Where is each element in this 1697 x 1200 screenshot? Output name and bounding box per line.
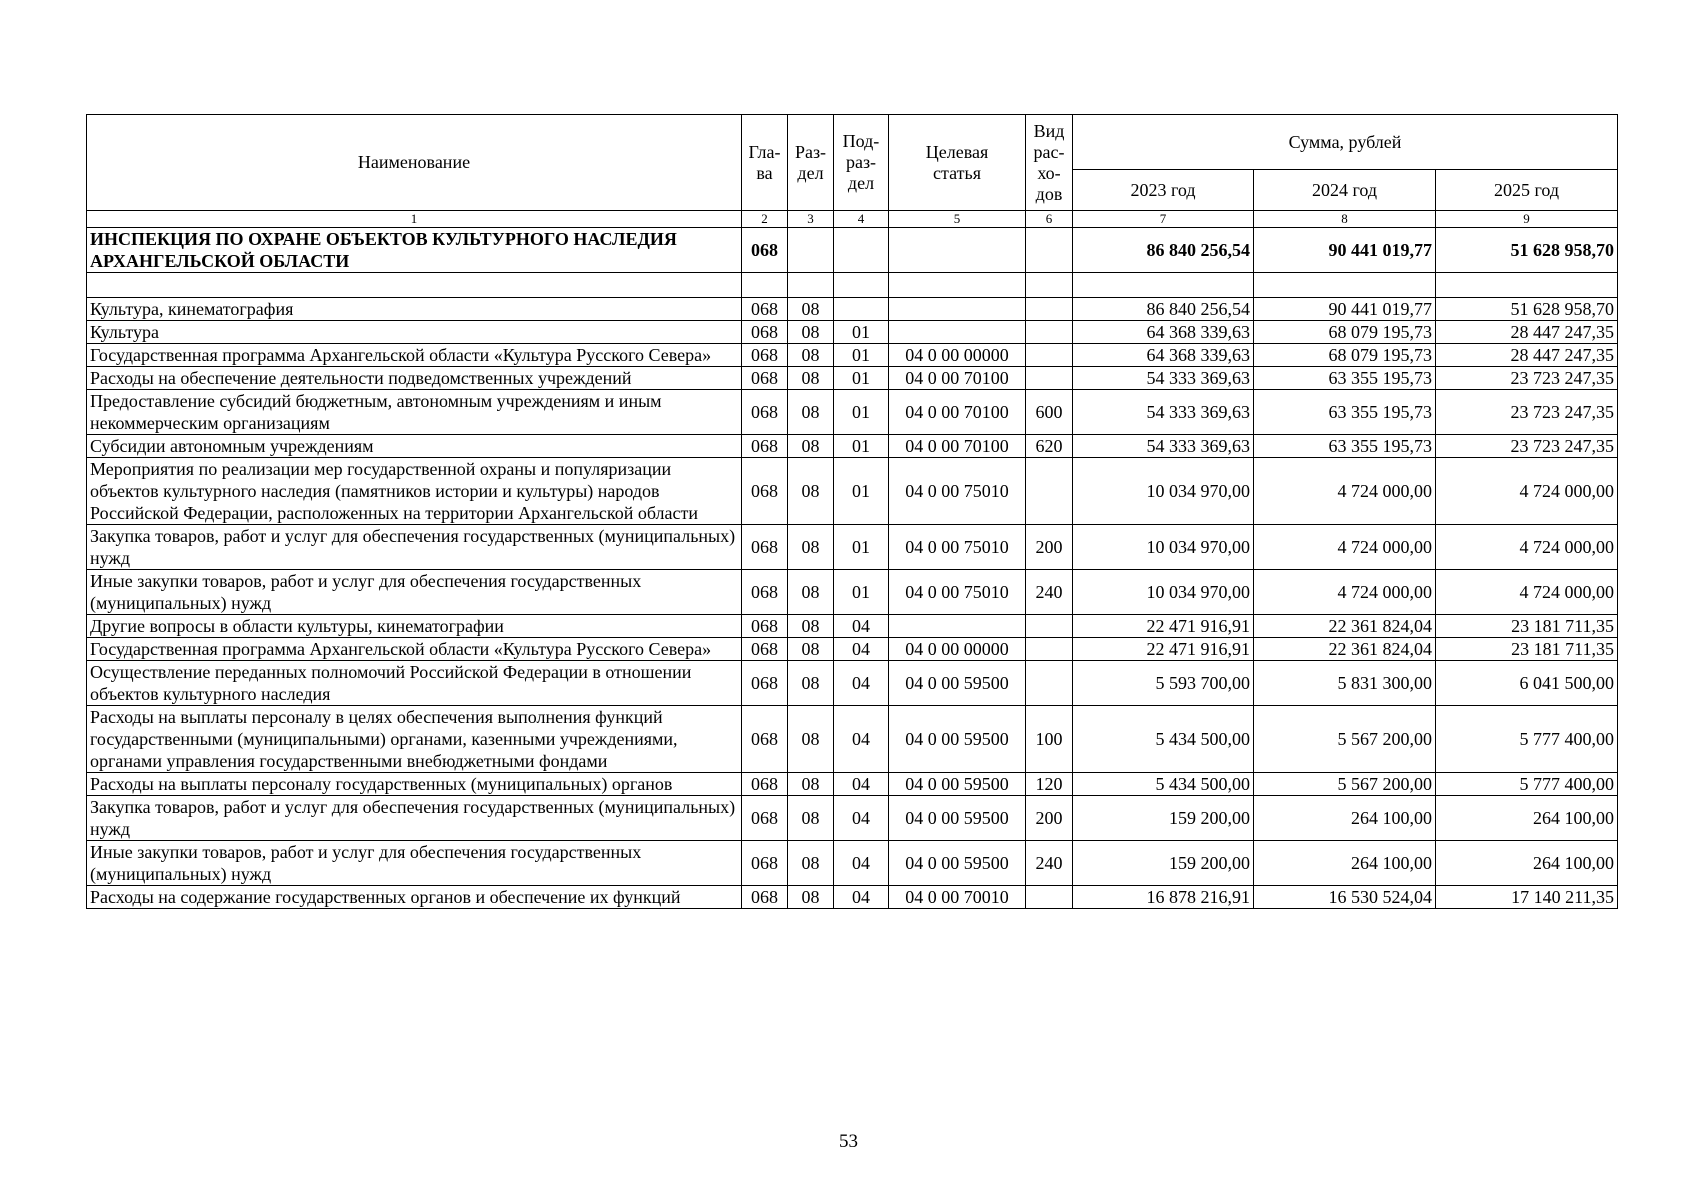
- header-celevaya-label: Целевая статья: [925, 141, 989, 183]
- cell-sum-2025: 28 447 247,35: [1436, 321, 1618, 344]
- cell-sum-2023: [1073, 273, 1254, 298]
- column-number: 9: [1436, 211, 1618, 228]
- cell-sum-2025: 4 724 000,00: [1436, 525, 1618, 570]
- cell-celevaya-statya: [889, 228, 1026, 273]
- cell-name: Осуществление переданных полномочий Российской Федерации в отношении объектов культурного наследия: [87, 661, 742, 706]
- cell-sum-2025: 17 140 211,35: [1436, 886, 1618, 909]
- cell-sum-2024: 264 100,00: [1254, 841, 1436, 886]
- cell-celevaya-statya: 04 0 00 59500: [889, 661, 1026, 706]
- cell-sum-2025: 5 777 400,00: [1436, 706, 1618, 773]
- cell-sum-2024: 22 361 824,04: [1254, 638, 1436, 661]
- column-number: 1: [87, 211, 742, 228]
- cell-sum-2024: 68 079 195,73: [1254, 321, 1436, 344]
- cell-sum-2025: 51 628 958,70: [1436, 298, 1618, 321]
- header-podrazdel: [834, 115, 889, 211]
- cell-glava: 068: [742, 367, 788, 390]
- cell-sum-2025: 23 723 247,35: [1436, 367, 1618, 390]
- cell-glava: 068: [742, 344, 788, 367]
- cell-podrazdel: 01: [834, 458, 889, 525]
- cell-vid-rashodov: 240: [1026, 841, 1073, 886]
- cell-name: Расходы на выплаты персоналу государственных (муниципальных) органов: [87, 773, 742, 796]
- cell-sum-2025: 264 100,00: [1436, 841, 1618, 886]
- page-number: 53: [839, 1131, 858, 1152]
- cell-name: Закупка товаров, работ и услуг для обеспечения государственных (муниципальных) нужд: [87, 525, 742, 570]
- cell-name: Иные закупки товаров, работ и услуг для обеспечения государственных (муниципальных) нужд: [87, 570, 742, 615]
- table-row: [87, 367, 1618, 390]
- cell-sum-2025: 51 628 958,70: [1436, 228, 1618, 273]
- cell-sum-2024: 5 567 200,00: [1254, 773, 1436, 796]
- cell-razdel: 08: [788, 661, 834, 706]
- cell-sum-2023: 159 200,00: [1073, 796, 1254, 841]
- cell-podrazdel: 04: [834, 841, 889, 886]
- cell-sum-2024: 63 355 195,73: [1254, 435, 1436, 458]
- cell-vid-rashodov: [1026, 344, 1073, 367]
- column-number: 5: [889, 211, 1026, 228]
- cell-sum-2025: 6 041 500,00: [1436, 661, 1618, 706]
- header-year-2025: 2025 год: [1436, 170, 1618, 211]
- cell-podrazdel: 01: [834, 344, 889, 367]
- cell-name: ИНСПЕКЦИЯ ПО ОХРАНЕ ОБЪЕКТОВ КУЛЬТУРНОГО НАСЛЕДИЯ АРХАНГЕЛЬСКОЙ ОБЛАСТИ: [87, 228, 742, 273]
- table-row: [87, 273, 1618, 298]
- cell-vid-rashodov: [1026, 661, 1073, 706]
- cell-glava: 068: [742, 458, 788, 525]
- table-row: [87, 615, 1618, 638]
- cell-razdel: 08: [788, 435, 834, 458]
- cell-sum-2025: 4 724 000,00: [1436, 458, 1618, 525]
- cell-glava: 068: [742, 615, 788, 638]
- cell-sum-2025: 23 181 711,35: [1436, 615, 1618, 638]
- column-number: 8: [1254, 211, 1436, 228]
- cell-podrazdel: 04: [834, 615, 889, 638]
- header-glava-label: Гла- ва: [748, 141, 781, 183]
- cell-sum-2023: 10 034 970,00: [1073, 570, 1254, 615]
- table-row: [87, 886, 1618, 909]
- cell-vid-rashodov: [1026, 228, 1073, 273]
- column-number: 2: [742, 211, 788, 228]
- cell-sum-2023: 10 034 970,00: [1073, 525, 1254, 570]
- cell-razdel: 08: [788, 344, 834, 367]
- table-row: [87, 298, 1618, 321]
- header-summa: Сумма, рублей: [1073, 115, 1618, 170]
- cell-razdel: [788, 228, 834, 273]
- cell-sum-2024: 22 361 824,04: [1254, 615, 1436, 638]
- cell-name: Мероприятия по реализации мер государственной охраны и популяризации объектов культурного наследия (памятников истории и культуры) народов Российской Федерации, расположенных на территории Архангельской области: [87, 458, 742, 525]
- cell-sum-2024: 4 724 000,00: [1254, 570, 1436, 615]
- cell-vid-rashodov: [1026, 298, 1073, 321]
- table-body: [87, 228, 1618, 909]
- cell-vid-rashodov: [1026, 321, 1073, 344]
- cell-podrazdel: 04: [834, 706, 889, 773]
- cell-podrazdel: 04: [834, 638, 889, 661]
- cell-podrazdel: 04: [834, 773, 889, 796]
- cell-glava: 068: [742, 841, 788, 886]
- cell-podrazdel: 01: [834, 321, 889, 344]
- cell-sum-2023: 22 471 916,91: [1073, 615, 1254, 638]
- header-razdel-label: Раз- дел: [794, 141, 827, 183]
- cell-vid-rashodov: 120: [1026, 773, 1073, 796]
- cell-celevaya-statya: 04 0 00 70100: [889, 367, 1026, 390]
- cell-sum-2024: 90 441 019,77: [1254, 228, 1436, 273]
- table-row: [87, 435, 1618, 458]
- cell-sum-2024: 90 441 019,77: [1254, 298, 1436, 321]
- cell-sum-2023: 54 333 369,63: [1073, 435, 1254, 458]
- cell-glava: 068: [742, 390, 788, 435]
- cell-glava: 068: [742, 525, 788, 570]
- cell-sum-2025: 264 100,00: [1436, 796, 1618, 841]
- cell-celevaya-statya: 04 0 00 59500: [889, 706, 1026, 773]
- cell-vid-rashodov: [1026, 638, 1073, 661]
- table-row: [87, 706, 1618, 773]
- cell-glava: 068: [742, 886, 788, 909]
- cell-sum-2024: 63 355 195,73: [1254, 367, 1436, 390]
- cell-sum-2024: 16 530 524,04: [1254, 886, 1436, 909]
- cell-celevaya-statya: [889, 298, 1026, 321]
- cell-podrazdel: [834, 273, 889, 298]
- cell-podrazdel: 04: [834, 661, 889, 706]
- cell-vid-rashodov: 200: [1026, 796, 1073, 841]
- cell-vid-rashodov: 100: [1026, 706, 1073, 773]
- cell-glava: 068: [742, 321, 788, 344]
- cell-name: Субсидии автономным учреждениям: [87, 435, 742, 458]
- cell-podrazdel: 01: [834, 525, 889, 570]
- cell-name: Другие вопросы в области культуры, кинематографии: [87, 615, 742, 638]
- cell-sum-2023: 86 840 256,54: [1073, 228, 1254, 273]
- cell-celevaya-statya: 04 0 00 75010: [889, 525, 1026, 570]
- cell-sum-2023: 10 034 970,00: [1073, 458, 1254, 525]
- header-celevaya-statya: [889, 115, 1026, 211]
- cell-sum-2024: 63 355 195,73: [1254, 390, 1436, 435]
- table-row: [87, 458, 1618, 525]
- cell-celevaya-statya: 04 0 00 70100: [889, 435, 1026, 458]
- cell-glava: 068: [742, 298, 788, 321]
- cell-glava: [742, 273, 788, 298]
- cell-podrazdel: [834, 298, 889, 321]
- cell-celevaya-statya: 04 0 00 00000: [889, 638, 1026, 661]
- cell-razdel: [788, 273, 834, 298]
- cell-sum-2023: 86 840 256,54: [1073, 298, 1254, 321]
- cell-sum-2024: 4 724 000,00: [1254, 458, 1436, 525]
- cell-razdel: 08: [788, 615, 834, 638]
- cell-razdel: 08: [788, 525, 834, 570]
- cell-celevaya-statya: 04 0 00 75010: [889, 458, 1026, 525]
- header-vid-label: Вид рас- хо- дов: [1033, 120, 1065, 204]
- cell-vid-rashodov: 620: [1026, 435, 1073, 458]
- cell-sum-2023: 5 593 700,00: [1073, 661, 1254, 706]
- budget-table: [86, 114, 1618, 909]
- cell-celevaya-statya: [889, 273, 1026, 298]
- cell-celevaya-statya: [889, 321, 1026, 344]
- cell-sum-2024: 5 831 300,00: [1254, 661, 1436, 706]
- cell-podrazdel: 01: [834, 390, 889, 435]
- header-vid-rashodov: [1026, 115, 1073, 211]
- column-number: 4: [834, 211, 889, 228]
- cell-sum-2024: 264 100,00: [1254, 796, 1436, 841]
- cell-vid-rashodov: 200: [1026, 525, 1073, 570]
- cell-vid-rashodov: [1026, 458, 1073, 525]
- cell-celevaya-statya: 04 0 00 59500: [889, 796, 1026, 841]
- table-row: [87, 525, 1618, 570]
- cell-vid-rashodov: 600: [1026, 390, 1073, 435]
- cell-razdel: 08: [788, 570, 834, 615]
- cell-sum-2025: 28 447 247,35: [1436, 344, 1618, 367]
- cell-sum-2023: 64 368 339,63: [1073, 344, 1254, 367]
- cell-razdel: 08: [788, 321, 834, 344]
- cell-celevaya-statya: 04 0 00 75010: [889, 570, 1026, 615]
- table-row: [87, 773, 1618, 796]
- cell-razdel: 08: [788, 390, 834, 435]
- cell-sum-2024: 68 079 195,73: [1254, 344, 1436, 367]
- table-row: [87, 796, 1618, 841]
- cell-name: Государственная программа Архангельской области «Культура Русского Севера»: [87, 344, 742, 367]
- cell-name: Расходы на выплаты персоналу в целях обеспечения выполнения функций государственными (муниципальными) органами, казенными учреждениями, органами управления государственными внебюджетными фондами: [87, 706, 742, 773]
- cell-name: Государственная программа Архангельской области «Культура Русского Севера»: [87, 638, 742, 661]
- cell-sum-2023: 5 434 500,00: [1073, 706, 1254, 773]
- table-row: [87, 661, 1618, 706]
- cell-vid-rashodov: [1026, 273, 1073, 298]
- cell-celevaya-statya: 04 0 00 70010: [889, 886, 1026, 909]
- cell-sum-2025: 23 723 247,35: [1436, 435, 1618, 458]
- document-page: [86, 114, 1617, 909]
- cell-razdel: 08: [788, 886, 834, 909]
- cell-glava: 068: [742, 773, 788, 796]
- table-row: [87, 321, 1618, 344]
- cell-podrazdel: 04: [834, 796, 889, 841]
- cell-sum-2025: 5 777 400,00: [1436, 773, 1618, 796]
- cell-sum-2023: 5 434 500,00: [1073, 773, 1254, 796]
- column-number: 3: [788, 211, 834, 228]
- cell-razdel: 08: [788, 298, 834, 321]
- cell-glava: 068: [742, 661, 788, 706]
- cell-sum-2025: [1436, 273, 1618, 298]
- cell-name: Культура: [87, 321, 742, 344]
- cell-sum-2024: 4 724 000,00: [1254, 525, 1436, 570]
- column-number: 6: [1026, 211, 1073, 228]
- cell-vid-rashodov: 240: [1026, 570, 1073, 615]
- cell-glava: 068: [742, 796, 788, 841]
- cell-glava: 068: [742, 638, 788, 661]
- cell-celevaya-statya: [889, 615, 1026, 638]
- header-year-2023: 2023 год: [1073, 170, 1254, 211]
- cell-celevaya-statya: 04 0 00 59500: [889, 841, 1026, 886]
- table-row: [87, 638, 1618, 661]
- cell-name: Предоставление субсидий бюджетным, автономным учреждениям и иным некоммерческим организациям: [87, 390, 742, 435]
- cell-glava: 068: [742, 706, 788, 773]
- cell-razdel: 08: [788, 706, 834, 773]
- cell-sum-2025: 23 181 711,35: [1436, 638, 1618, 661]
- cell-glava: 068: [742, 570, 788, 615]
- cell-razdel: 08: [788, 458, 834, 525]
- cell-celevaya-statya: 04 0 00 59500: [889, 773, 1026, 796]
- cell-podrazdel: [834, 228, 889, 273]
- cell-name: [87, 273, 742, 298]
- cell-sum-2023: 16 878 216,91: [1073, 886, 1254, 909]
- cell-podrazdel: 01: [834, 367, 889, 390]
- cell-celevaya-statya: 04 0 00 70100: [889, 390, 1026, 435]
- cell-razdel: 08: [788, 367, 834, 390]
- header-podrazdel-label: Под- раз- дел: [842, 131, 880, 193]
- cell-razdel: 08: [788, 841, 834, 886]
- cell-podrazdel: 04: [834, 886, 889, 909]
- column-number: 7: [1073, 211, 1254, 228]
- cell-sum-2024: [1254, 273, 1436, 298]
- cell-name: Расходы на содержание государственных органов и обеспечение их функций: [87, 886, 742, 909]
- cell-sum-2023: 159 200,00: [1073, 841, 1254, 886]
- cell-vid-rashodov: [1026, 367, 1073, 390]
- header-year-2024: 2024 год: [1254, 170, 1436, 211]
- cell-razdel: 08: [788, 638, 834, 661]
- cell-razdel: 08: [788, 796, 834, 841]
- table-row: [87, 841, 1618, 886]
- cell-sum-2023: 22 471 916,91: [1073, 638, 1254, 661]
- cell-glava: 068: [742, 435, 788, 458]
- cell-podrazdel: 01: [834, 570, 889, 615]
- header-razdel: [788, 115, 834, 211]
- cell-sum-2024: 5 567 200,00: [1254, 706, 1436, 773]
- cell-name: Закупка товаров, работ и услуг для обеспечения государственных (муниципальных) нужд: [87, 796, 742, 841]
- cell-sum-2023: 64 368 339,63: [1073, 321, 1254, 344]
- header-name: Наименование: [87, 115, 742, 211]
- column-number-row: [87, 211, 1618, 228]
- cell-glava: 068: [742, 228, 788, 273]
- header-glava: [742, 115, 788, 211]
- table-row: [87, 344, 1618, 367]
- table-row: [87, 390, 1618, 435]
- cell-sum-2023: 54 333 369,63: [1073, 367, 1254, 390]
- cell-razdel: 08: [788, 773, 834, 796]
- cell-celevaya-statya: 04 0 00 00000: [889, 344, 1026, 367]
- cell-vid-rashodov: [1026, 615, 1073, 638]
- cell-sum-2025: 4 724 000,00: [1436, 570, 1618, 615]
- cell-sum-2023: 54 333 369,63: [1073, 390, 1254, 435]
- cell-name: Иные закупки товаров, работ и услуг для обеспечения государственных (муниципальных) нужд: [87, 841, 742, 886]
- cell-podrazdel: 01: [834, 435, 889, 458]
- cell-name: Расходы на обеспечение деятельности подведомственных учреждений: [87, 367, 742, 390]
- table-row: [87, 228, 1618, 273]
- cell-sum-2025: 23 723 247,35: [1436, 390, 1618, 435]
- cell-vid-rashodov: [1026, 886, 1073, 909]
- cell-name: Культура, кинематография: [87, 298, 742, 321]
- table-row: [87, 570, 1618, 615]
